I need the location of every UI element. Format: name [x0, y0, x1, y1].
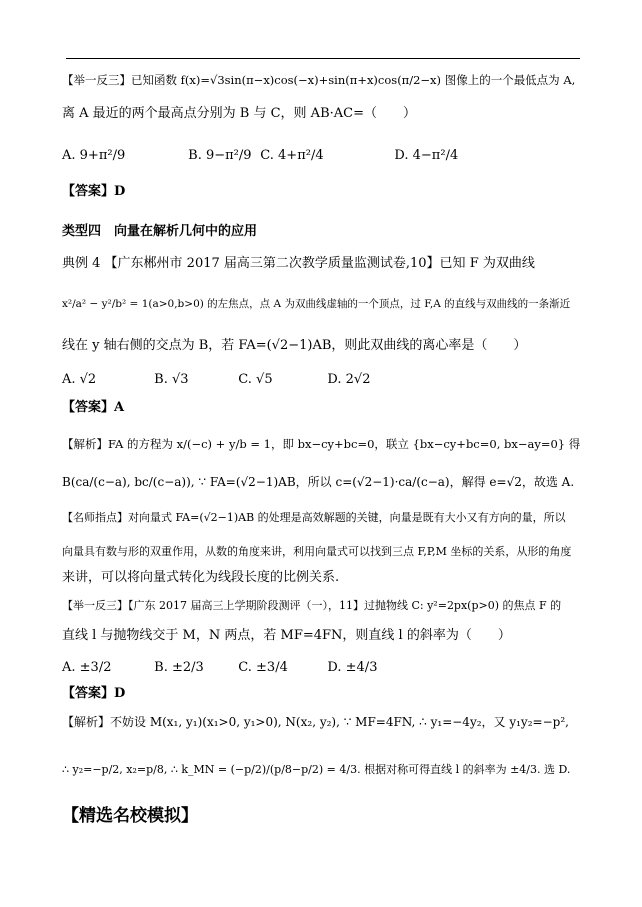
- next-section-title: 【精选名校模拟】: [62, 806, 198, 826]
- example-1-line-1: 【举一反三】已知函数 f(x)=√3sin(π−x)cos(−x)+sin(π+x)cos(π/2−x) 图像上的一个最低点为 A,: [62, 73, 576, 87]
- option-d: D. 4−π²/4: [394, 148, 459, 163]
- example-1-line-2: 离 A 最近的两个最高点分别为 B 与 C，则 AB·AC=（ ）: [62, 106, 416, 121]
- option-a: A. √2: [62, 372, 97, 387]
- option-b: B. ±2/3: [154, 660, 204, 675]
- example-1-options: [62, 146, 458, 166]
- example-5-answer: 【答案】D: [62, 686, 126, 701]
- top-rule: [66, 58, 580, 59]
- option-c: C. √5: [238, 372, 273, 387]
- example-4-line-2: x²/a² − y²/b² = 1(a>0,b>0) 的左焦点，点 A 为双曲线虚轴的一个顶点，过 F,A 的直线与双曲线的一条渐近: [62, 298, 571, 310]
- example-4-line-3: 线在 y 轴右侧的交点为 B，若 FA=(√2−1)AB，则此双曲线的离心率是（ ）: [62, 338, 527, 353]
- option-a: A. ±3/2: [62, 660, 112, 675]
- example-5-analysis-line-2: ∴ y₂=−p/2, x₂=p/8, ∴ k_MN = (−p/2)/(p/8−p/2) = 4/3. 根据对称可得直线 l 的斜率为 ±4/3. 选 D.: [62, 763, 571, 776]
- example-5-line-2: 直线 l 与抛物线交于 M，N 两点，若 MF=4FN，则直线 l 的斜率为（ ）: [62, 628, 511, 643]
- example-1-answer: 【答案】D: [62, 184, 126, 199]
- option-c: C. ±3/4: [238, 660, 288, 675]
- option-d: D. 2√2: [327, 372, 371, 387]
- tip-line-1: 【名师指点】对向量式 FA=(√2−1)AB 的处理是高效解题的关键，向量是既有大小又有方向的量，所以: [62, 511, 566, 524]
- example-4-options: [62, 370, 370, 390]
- option-a: A. 9+π²/9: [62, 148, 126, 163]
- option-d: D. ±4/3: [327, 660, 378, 675]
- tip-line-2: 向量具有数与形的双重作用，从数的角度来讲，利用向量式可以找到三点 F,P,M 坐标的关系，从形的角度: [62, 545, 572, 558]
- example-4-analysis-line-2: B(ca/(c−a), bc/(c−a)), ∵ FA=(√2−1)AB，所以 c=(√2−1)·ca/(c−a)，解得 e=√2，故选 A.: [62, 475, 575, 489]
- tip-line-3: 来讲，可以将向量式转化为线段长度的比例关系.: [62, 570, 340, 585]
- option-b: B. 9−π²/9: [188, 148, 252, 163]
- option-b: B. √3: [154, 372, 189, 387]
- example-5-line-1: 【举一反三】【广东 2017 届高三上学期阶段测评（一），11】过抛物线 C: y²=2px(p>0) 的焦点 F 的: [62, 599, 562, 612]
- example-5-options: [62, 658, 377, 678]
- example-4-line-1: 典例 4 【广东郴州市 2017 届高三第二次教学质量监测试卷,10】已知 F 为双曲线: [62, 256, 535, 271]
- example-5-analysis-line-1: 【解析】不妨设 M(x₁, y₁)(x₁>0, y₁>0), N(x₂, y₂), ∵ MF=4FN, ∴ y₁=−4y₂，又 y₁y₂=−p²,: [62, 715, 569, 729]
- option-c: C. 4+π²/4: [260, 148, 324, 163]
- example-4-answer: 【答案】A: [62, 400, 125, 415]
- section-4-title: 类型四 向量在解析几何中的应用: [62, 224, 258, 239]
- example-4-analysis-line-1: 【解析】FA 的方程为 x/(−c) + y/b = 1，即 bx−cy+bc=0，联立 {bx−cy+bc=0, bx−ay=0} 得: [62, 437, 581, 451]
